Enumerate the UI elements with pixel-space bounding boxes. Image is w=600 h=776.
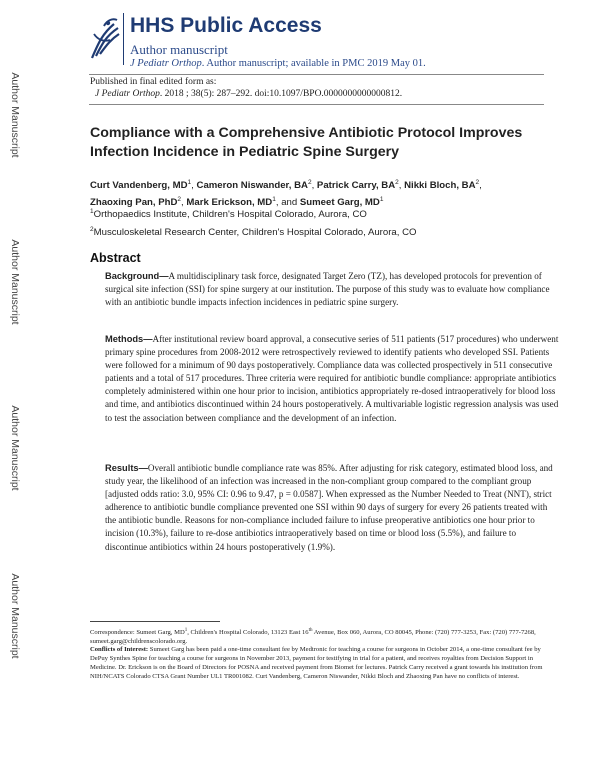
footnote-correspondence bbox=[90, 626, 550, 646]
citation-details: . 2018 ; 38(5): 287–292. doi:10.1097/BPO.0000000000000812. bbox=[159, 89, 403, 99]
author-affiliation-sup: 1 bbox=[272, 196, 276, 203]
correspondence-contact: Avenue, Box 060, Aurora, CO 80045, Phone: (720) 777-3253, Fax: (720) 777-7268, sumeet.garg@childrenscolorado.org. bbox=[90, 629, 536, 645]
affiliation-1-text: Orthopaedics Institute, Children's Hospital Colorado, Aurora, CO bbox=[93, 209, 367, 220]
citation-line bbox=[95, 89, 402, 99]
correspondence-address: , Children's Hospital Colorado, 13123 East 16 bbox=[187, 629, 309, 636]
methods-text: After institutional review board approval, a consecutive series of 511 patients (517 procedures) who underwent primary spine procedures from 2008-2012 were retrospectively reviewed to identify patients who developed SSI. Patients were followed for a minimum of 90 days postoperatively. Compliance data was collected prospectively in 511 consecutive patients and a total of 517 procedures. Three criteria were required for antibiotic bundle compliance: appropriate antibiotics completely administered within one hour prior to incision, antibiotics appropriately re-dosed intraoperatively for blood loss and time, and antibiotics discontinued within 24 hours postoperatively. A multivariable logistic regression analysis was used to test the association between compliance and the development of an infection. bbox=[105, 334, 559, 423]
author-name: Mark Erickson, MD bbox=[186, 197, 273, 208]
citation-rule bbox=[89, 104, 544, 105]
abstract-background bbox=[105, 270, 560, 309]
author-separator: , bbox=[479, 180, 482, 191]
author-affiliation-sup: 2 bbox=[307, 179, 312, 186]
author-affiliation-sup: 1 bbox=[187, 179, 192, 186]
author-name: Patrick Carry, BA bbox=[316, 180, 396, 191]
affiliation-2 bbox=[90, 226, 416, 238]
methods-label: Methods— bbox=[105, 334, 153, 344]
author-name: Nikki Bloch, BA bbox=[404, 180, 476, 191]
header-subtitle: Author manuscript bbox=[130, 42, 228, 57]
sidebar-label-4: Author Manuscript bbox=[9, 573, 21, 659]
author-separator: , bbox=[191, 180, 197, 191]
header-title: HHS Public Access bbox=[130, 14, 322, 37]
article-title: Compliance with a Comprehensive Antibiotic Protocol Improves Infection Incidence in Pediatric Spine Surgery bbox=[90, 125, 523, 160]
affiliation-1 bbox=[90, 208, 367, 220]
correspondence-name: Correspondence: Sumeet Garg, MD bbox=[90, 629, 185, 636]
header-journal-line bbox=[130, 58, 426, 69]
header-availability: . Author manuscript; available in PMC 2019 May 01. bbox=[201, 58, 426, 69]
author-affiliation-sup: 2 bbox=[475, 179, 480, 186]
author-name: Sumeet Garg, MD bbox=[299, 197, 380, 208]
author-name: Cameron Niswander, BA bbox=[196, 180, 308, 191]
author-list bbox=[90, 176, 560, 210]
sidebar-label-3: Author Manuscript bbox=[9, 405, 21, 491]
footnote-conflicts bbox=[90, 645, 550, 681]
author-name: Zhaoxing Pan, PhD bbox=[90, 197, 178, 208]
abstract-heading: Abstract bbox=[90, 251, 141, 265]
affiliation-2-text: Musculoskeletal Research Center, Children's Hospital Colorado, Aurora, CO bbox=[93, 227, 417, 238]
header-rule bbox=[89, 74, 544, 75]
author-separator: , and bbox=[275, 197, 300, 208]
author-affiliation-sup: 2 bbox=[395, 179, 399, 186]
citation-journal: J Pediatr Orthop bbox=[95, 89, 160, 99]
sidebar-label-2: Author Manuscript bbox=[9, 239, 21, 325]
abstract-results bbox=[105, 462, 560, 554]
hhs-logo-icon bbox=[88, 14, 122, 62]
author-affiliation-sup: 2 bbox=[177, 196, 182, 203]
footnote-rule bbox=[90, 621, 220, 622]
author-separator: , bbox=[398, 180, 405, 191]
logo-divider bbox=[123, 13, 124, 65]
sidebar-label-1: Author Manuscript bbox=[9, 72, 21, 158]
affiliation-2-sup: 2 bbox=[90, 226, 94, 233]
results-text: Overall antibiotic bundle compliance rate was 85%. After adjusting for risk category, estimated blood loss, and study year, the likelihood of an infection was increased in the non-compliant group compared to the compliant group [adjusted odds ratio: 3.0, 95% CI: 0.96 to 9.47, p = 0.0587]. When expressed as the Number Needed to Treat (NNT), strict adherence to antibiotic bundle compliance prevented one SSI within 90 days of surgery for every 26 patients treated with the antibiotic bundle. Reasons for non-compliance included failure to infuse preoperative antibiotics one hour prior to incision (10.3%), failure to re-dose antibiotics intraoperatively based on time or blood loss (5.5%), and failure to discontinue antibiotics within 24 hours postoperatively (1.9%). bbox=[105, 463, 553, 552]
results-label: Results— bbox=[105, 463, 148, 473]
background-label: Background— bbox=[105, 271, 169, 281]
published-label: Published in final edited form as: bbox=[90, 77, 217, 87]
header-journal-abbrev: J Pediatr Orthop bbox=[130, 58, 202, 69]
affiliation-1-sup: 1 bbox=[90, 208, 94, 215]
author-separator: , bbox=[181, 197, 187, 208]
author-separator: , bbox=[311, 180, 317, 191]
correspondence-sup-2: th bbox=[308, 628, 313, 633]
conflicts-label: Conflicts of Interest: bbox=[90, 646, 149, 653]
conflicts-text: Sumeet Garg has been paid a one-time consultant fee by Medtronic for teaching a course for surgeons in October 2014, a one-time consultant fee by DePuy Synthes Spine for teaching a course for surgeons in November 2013, payment for testifying in trial for a patient, and receives royalties from Decision Support in Medicine. Dr. Erickson is on the Board of Directors for POSNA and received payment from Biomet for lectures. Patrick Carry received a grant towards his institution from NIH/NCATS Colorado CTSA Grant Number UL1 TR001082. Curt Vandenberg, Cameron Niswander, Nikki Bloch and Zhaoxing Pan have no conflicts of interest. bbox=[90, 646, 543, 680]
author-name: Curt Vandenberg, MD bbox=[90, 180, 188, 191]
background-text: A multidisciplinary task force, designated Target Zero (TZ), has developed protocols for prevention of surgical site infection (SSI) for spine surgery at our institution. The purpose of this study was to evaluate how compliance with an antibiotic bundle impacts infection incidences in pediatric spine surgery. bbox=[105, 271, 550, 308]
author-affiliation-sup: 1 bbox=[379, 196, 384, 203]
abstract-methods bbox=[105, 333, 560, 425]
correspondence-sup-1: 1 bbox=[184, 628, 188, 633]
